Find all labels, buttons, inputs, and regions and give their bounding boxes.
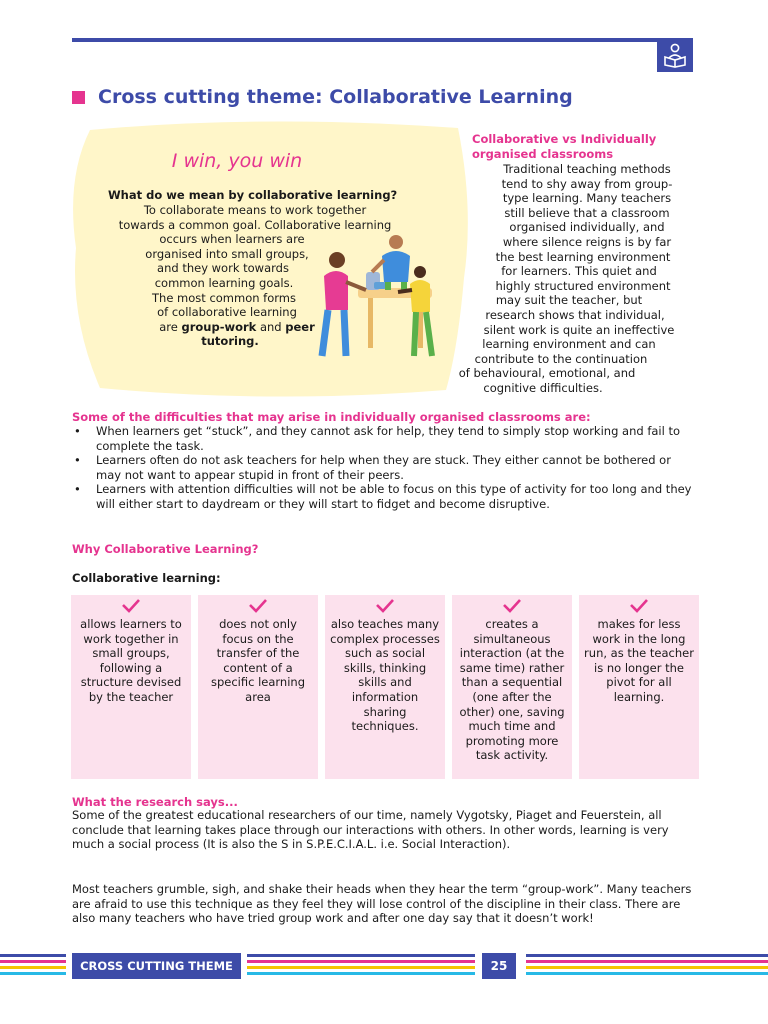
sidebar-text: [430, 162, 692, 396]
definition-line: The most common forms: [152, 290, 296, 305]
definition-question: What do we mean by collaborative learning?: [108, 188, 398, 202]
heading-square-icon: [72, 91, 85, 104]
sidebar-line: research shows that individual,: [485, 307, 665, 322]
why-title: Why Collaborative Learning?: [72, 542, 259, 556]
sidebar-line: type learning. Many teachers: [502, 191, 672, 206]
checkmark-icon: [452, 599, 572, 617]
research-paragraph: Most teachers grumble, sigh, and shake their heads when they hear the term “group-work”. Many teachers are afraid to use this technique as they feel they will lose control of the discipline in their class. There are also many teachers who have tried group work and after one day say that it doesn’t work!: [72, 882, 692, 926]
sidebar-line: for learners. This quiet and: [501, 264, 657, 279]
benefit-card: [579, 595, 699, 779]
page-title: Cross cutting theme: Collaborative Learning: [98, 86, 573, 108]
sidebar-line: tend to shy away from group-: [501, 176, 673, 191]
definition-line: of collaborative learning: [157, 305, 297, 320]
sidebar-line: may suit the teacher, but: [495, 293, 643, 308]
benefit-card-text: allows learners to work together in small groups, following a structure devised by the teacher: [80, 617, 182, 704]
sidebar-line: organised individually, and: [509, 220, 665, 235]
benefit-card-text: makes for less work in the long run, as the teacher is no longer the pivot for all learning.: [584, 617, 694, 704]
teacher-reading-icon: [657, 38, 693, 72]
list-item: • Learners with attention difficulties will not be able to focus on this type of activity for too long and they will either start to daydream or they will start to fidget and become disruptive.: [72, 482, 692, 511]
definition-line: organised into small groups,: [145, 246, 309, 261]
footer-stripes-right: [526, 954, 768, 978]
footer-stripes-middle: [247, 954, 475, 978]
list-item: • Learners often do not ask teachers for help when they are stuck. They either cannot be bothered or may not want to appear stupid in front of their peers.: [72, 453, 692, 482]
research-title: What the research says...: [72, 795, 238, 809]
definition-line: are group-work and peer: [159, 319, 315, 334]
benefit-card-text: also teaches many complex processes such as social skills, thinking skills and information sharing techniques.: [330, 617, 440, 734]
benefit-card: [198, 595, 318, 779]
benefit-card-text: does not only focus on the transfer of the content of a specific learning area: [210, 617, 306, 704]
footer-stripes-left: [0, 954, 66, 978]
section-heading: [72, 86, 573, 108]
top-rule: [72, 38, 692, 42]
checkmark-icon: [71, 599, 191, 617]
list-item: • When learners get “stuck”, and they cannot ask for help, they tend to simply stop working and fail to complete the task.: [72, 424, 692, 453]
definition-line: and they work towards: [157, 261, 289, 276]
footer-section-label: CROSS CUTTING THEME: [72, 953, 241, 979]
difficulties-list: [72, 424, 692, 512]
page-number: 25: [482, 953, 516, 979]
sidebar-line: highly structured environment: [495, 278, 671, 293]
sidebar-line: where silence reigns is by far: [502, 234, 672, 249]
definition-title: I win, you win: [171, 150, 303, 172]
definition-line: occurs when learners are: [159, 232, 305, 247]
sidebar-line: still believe that a classroom: [504, 205, 670, 220]
sidebar-line: cognitive difficulties.: [483, 380, 603, 395]
definition-line: tutoring.: [201, 334, 259, 349]
learners-group-illustration: [318, 232, 448, 364]
definition-line: towards a common goal. Collaborative learning: [118, 217, 392, 232]
definition-line: To collaborate means to work together: [143, 203, 367, 217]
benefit-card: [325, 595, 445, 779]
sidebar-line: silent work is quite an ineffective: [483, 322, 675, 337]
benefit-card: [71, 595, 191, 779]
checkmark-icon: [325, 599, 445, 617]
benefit-card-text: creates a simultaneous interaction (at the same time) rather than a sequential (one after the other) one, saving much time and promoting more task activity.: [459, 617, 565, 763]
sidebar-line: learning environment and can: [482, 337, 656, 352]
benefit-card: [452, 595, 572, 779]
checkmark-icon: [579, 599, 699, 617]
definition-line: common learning goals.: [154, 275, 294, 290]
checkmark-icon: [198, 599, 318, 617]
sidebar-line: contribute to the continuation: [474, 351, 648, 366]
sidebar-line: Traditional teaching methods: [503, 162, 671, 176]
research-paragraph: Some of the greatest educational researchers of our time, namely Vygotsky, Piaget and Feuerstein, all conclude that learning takes place through our interactions with others. In other words, learning is very much a social process (It is also the S in S.P.E.C.I.A.L. i.e. Social Interaction).: [72, 808, 669, 852]
collab-label: Collaborative learning:: [72, 571, 221, 585]
sidebar-line: the best learning environment: [495, 249, 671, 264]
benefit-cards: [71, 595, 699, 779]
difficulties-title: Some of the difficulties that may arise in individually organised classrooms are:: [72, 410, 591, 424]
sidebar-title: Collaborative vs Individually organised classrooms: [472, 132, 657, 161]
sidebar-line: of behavioural, emotional, and: [458, 366, 636, 381]
